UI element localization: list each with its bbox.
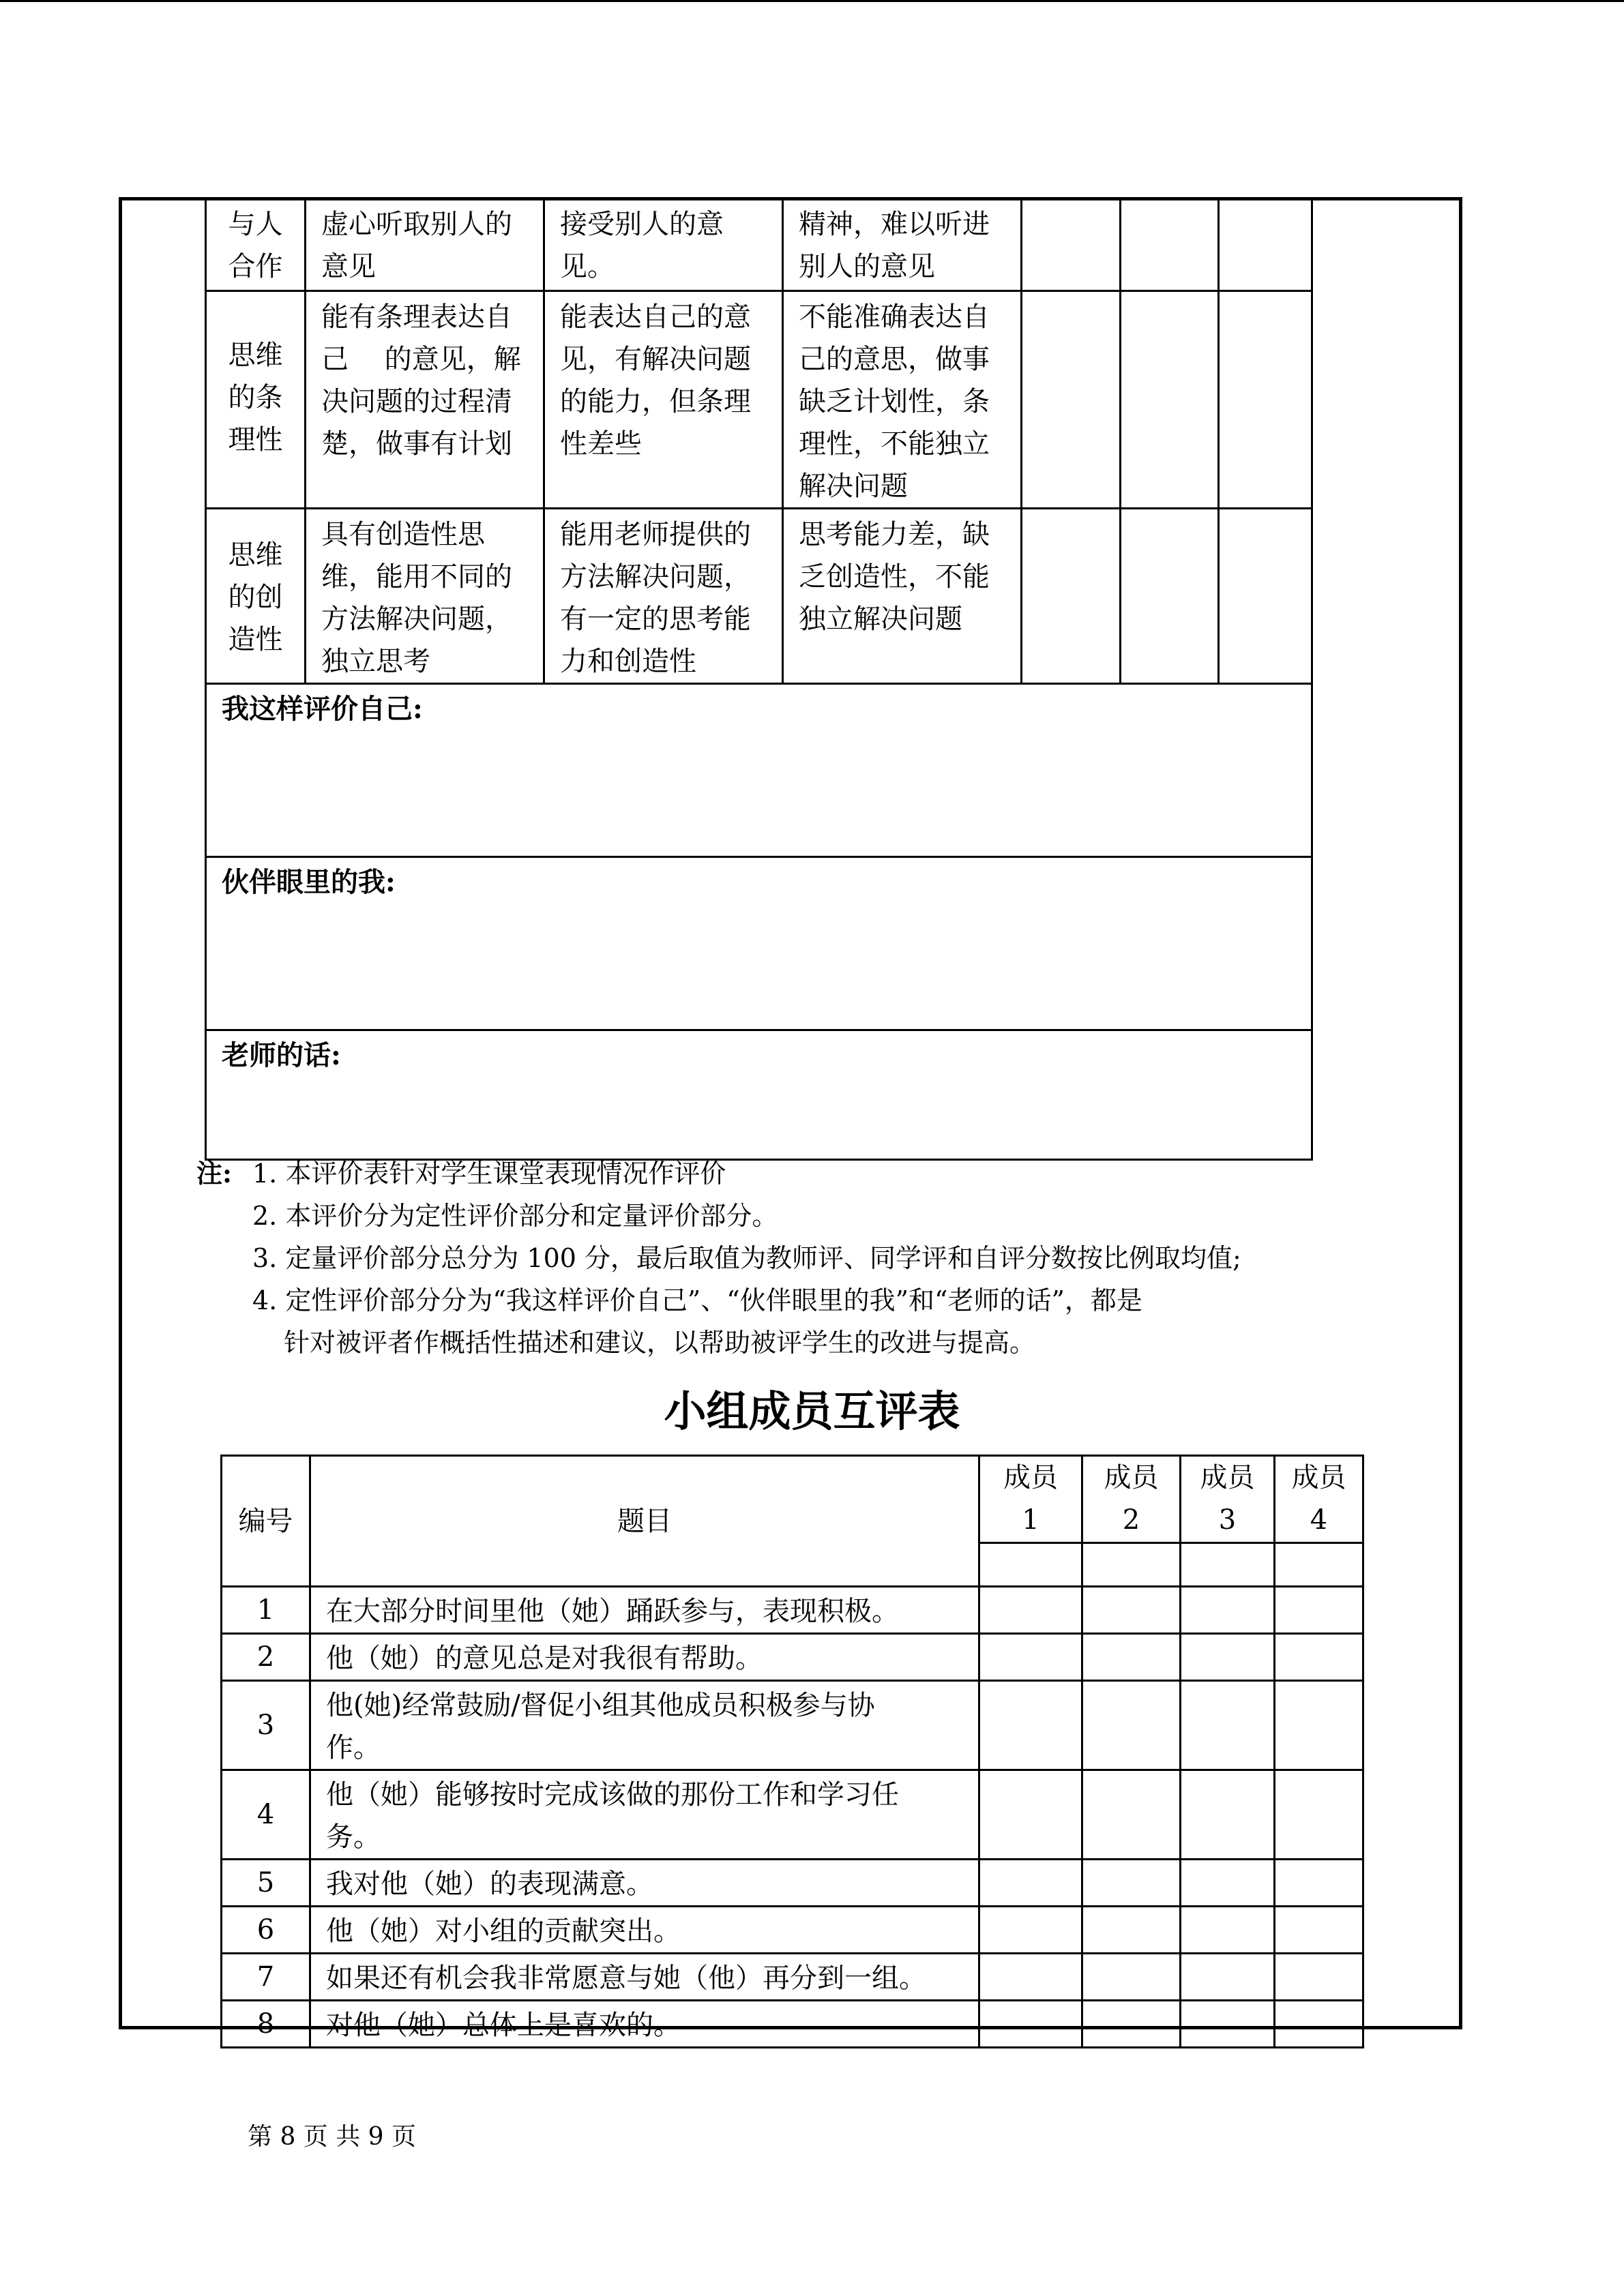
score-cell[interactable]	[1275, 1954, 1363, 2001]
row-question: 在大部分时间里他（她）踊跃参与，表现积极。	[310, 1587, 979, 1634]
score-cell[interactable]	[1219, 199, 1312, 290]
peer-evaluation-table	[220, 1455, 1364, 2048]
member-2-header: 成员 2	[1082, 1456, 1181, 1543]
score-cell[interactable]	[1181, 1543, 1275, 1587]
score-cell[interactable]	[979, 1681, 1082, 1770]
poor-level-cell: 精神，难以听进 别人的意见	[783, 199, 1022, 290]
table-row	[222, 1907, 1363, 1954]
peer-view-field[interactable]	[206, 856, 1312, 1030]
score-cell[interactable]	[1181, 1860, 1275, 1907]
row-question: 他（她）能够按时完成该做的那份工作和学习任 务。	[310, 1770, 979, 1860]
note-item-3: 3. 定量评价部分总分为 100 分，最后取值为教师评、同学评和自评分数按比例取均值;	[252, 1243, 1241, 1273]
page-top-border	[0, 0, 1624, 2]
rubric-row-cooperation	[206, 199, 1312, 290]
number-header: 编号	[222, 1456, 310, 1587]
teacher-comment-row	[206, 1030, 1312, 1159]
score-cell[interactable]	[1219, 290, 1312, 508]
fair-level-cell: 能表达自己的意 见，有解决问题 的能力，但条理 性差些	[544, 290, 783, 508]
score-cell[interactable]	[1082, 1907, 1181, 1954]
member-3-header: 成员 3	[1181, 1456, 1275, 1543]
member-4-header: 成员 4	[1275, 1456, 1363, 1543]
criterion-cell: 思维 的条 理性	[206, 290, 306, 508]
self-evaluation-field[interactable]	[206, 683, 1312, 856]
good-level-cell: 能有条理表达自 己 的意见，解 决问题的过程清 楚，做事有计划	[306, 290, 544, 508]
table-row	[222, 1634, 1363, 1681]
score-cell[interactable]	[979, 1907, 1082, 1954]
score-cell[interactable]	[1275, 2001, 1363, 2048]
self-evaluation-row	[206, 683, 1312, 856]
evaluation-rubric-table	[205, 199, 1313, 1161]
row-question: 他（她）对小组的贡献突出。	[310, 1907, 979, 1954]
score-cell[interactable]	[1275, 1543, 1363, 1587]
fair-level-cell: 能用老师提供的 方法解决问题， 有一定的思考能 力和创造性	[544, 508, 783, 683]
poor-level-cell: 不能准确表达自 己的意思，做事 缺乏计划性，条 理性，不能独立 解决问题	[783, 290, 1022, 508]
row-question: 我对他（她）的表现满意。	[310, 1860, 979, 1907]
teacher-comment-field[interactable]	[206, 1030, 1312, 1159]
score-cell[interactable]	[1275, 1681, 1363, 1770]
score-cell[interactable]	[1181, 2001, 1275, 2048]
score-cell[interactable]	[1275, 1587, 1363, 1634]
good-level-cell: 具有创造性思 维，能用不同的 方法解决问题， 独立思考	[306, 508, 544, 683]
score-cell[interactable]	[1181, 1634, 1275, 1681]
table-row	[222, 1860, 1363, 1907]
peer-table-title: 小组成员互评表	[664, 1386, 960, 1436]
row-question: 他（她）的意见总是对我很有帮助。	[310, 1634, 979, 1681]
fair-level-cell: 接受别人的意 见。	[544, 199, 783, 290]
score-cell[interactable]	[979, 1587, 1082, 1634]
good-level-cell: 虚心听取别人的 意见	[306, 199, 544, 290]
criterion-cell: 与人 合作	[206, 199, 306, 290]
peer-header-row	[222, 1456, 1363, 1543]
score-cell[interactable]	[1181, 1681, 1275, 1770]
row-number: 3	[222, 1681, 310, 1770]
score-cell[interactable]	[1082, 2001, 1181, 2048]
table-row	[222, 1681, 1363, 1770]
peer-view-row	[206, 856, 1312, 1030]
row-question: 如果还有机会我非常愿意与她（他）再分到一组。	[310, 1954, 979, 2001]
poor-level-cell: 思考能力差，缺 乏创造性，不能 独立解决问题	[783, 508, 1022, 683]
row-number: 5	[222, 1860, 310, 1907]
row-number: 6	[222, 1907, 310, 1954]
member-1-header: 成员 1	[979, 1456, 1082, 1543]
table-row	[222, 1954, 1363, 2001]
table-row	[222, 1587, 1363, 1634]
score-cell[interactable]	[1082, 1860, 1181, 1907]
score-cell[interactable]	[1082, 1587, 1181, 1634]
score-cell[interactable]	[979, 1770, 1082, 1860]
score-cell[interactable]	[1181, 1770, 1275, 1860]
score-cell[interactable]	[1275, 1770, 1363, 1860]
score-cell[interactable]	[1219, 508, 1312, 683]
score-cell[interactable]	[1275, 1907, 1363, 1954]
score-cell[interactable]	[979, 1543, 1082, 1587]
criterion-cell: 思维 的创 造性	[206, 508, 306, 683]
row-question: 对他（她）总体上是喜欢的。	[310, 2001, 979, 2048]
score-cell[interactable]	[1121, 199, 1219, 290]
score-cell[interactable]	[1082, 1634, 1181, 1681]
self-evaluation-label: 我这样评价自己:	[222, 692, 423, 725]
score-cell[interactable]	[1181, 1907, 1275, 1954]
row-number: 4	[222, 1770, 310, 1860]
score-cell[interactable]	[979, 1954, 1082, 2001]
score-cell[interactable]	[979, 1860, 1082, 1907]
score-cell[interactable]	[1181, 1587, 1275, 1634]
page-footer: 第 8 页 共 9 页	[248, 2123, 417, 2151]
score-cell[interactable]	[1121, 508, 1219, 683]
score-cell[interactable]	[1275, 1860, 1363, 1907]
score-cell[interactable]	[1082, 1770, 1181, 1860]
peer-view-label: 伙伴眼里的我:	[222, 865, 396, 898]
row-number: 8	[222, 2001, 310, 2048]
note-item-4: 4. 定性评价部分分为“我这样评价自己”、“伙伴眼里的我”和“老师的话”，都是	[252, 1285, 1142, 1315]
row-number: 1	[222, 1587, 310, 1634]
rubric-row-logic	[206, 290, 1312, 508]
note-item-4-continuation: 针对被评者作概括性描述和建议，以帮助被评学生的改进与提高。	[284, 1328, 1036, 1358]
teacher-comment-label: 老师的话:	[222, 1039, 341, 1071]
note-item-2: 2. 本评价分为定性评价部分和定量评价部分。	[252, 1201, 778, 1231]
score-cell[interactable]	[1082, 1954, 1181, 2001]
score-cell[interactable]	[1022, 199, 1121, 290]
score-cell[interactable]	[1082, 1681, 1181, 1770]
row-number: 7	[222, 1954, 310, 2001]
score-cell[interactable]	[1275, 1634, 1363, 1681]
notes-section	[196, 1152, 1241, 1364]
table-row	[222, 1770, 1363, 1860]
score-cell[interactable]	[979, 1634, 1082, 1681]
notes-lead: 注:	[196, 1158, 233, 1189]
row-question: 他(她)经常鼓励/督促小组其他成员积极参与协 作。	[310, 1681, 979, 1770]
table-row	[222, 2001, 1363, 2048]
score-cell[interactable]	[1121, 290, 1219, 508]
score-cell[interactable]	[1082, 1543, 1181, 1587]
note-item-1: 1. 本评价表针对学生课堂表现情况作评价	[252, 1159, 726, 1189]
score-cell[interactable]	[1022, 508, 1121, 683]
score-cell[interactable]	[1181, 1954, 1275, 2001]
score-cell[interactable]	[979, 2001, 1082, 2048]
rubric-row-creativity	[206, 508, 1312, 683]
row-number: 2	[222, 1634, 310, 1681]
score-cell[interactable]	[1022, 290, 1121, 508]
question-header: 题目	[310, 1456, 979, 1587]
